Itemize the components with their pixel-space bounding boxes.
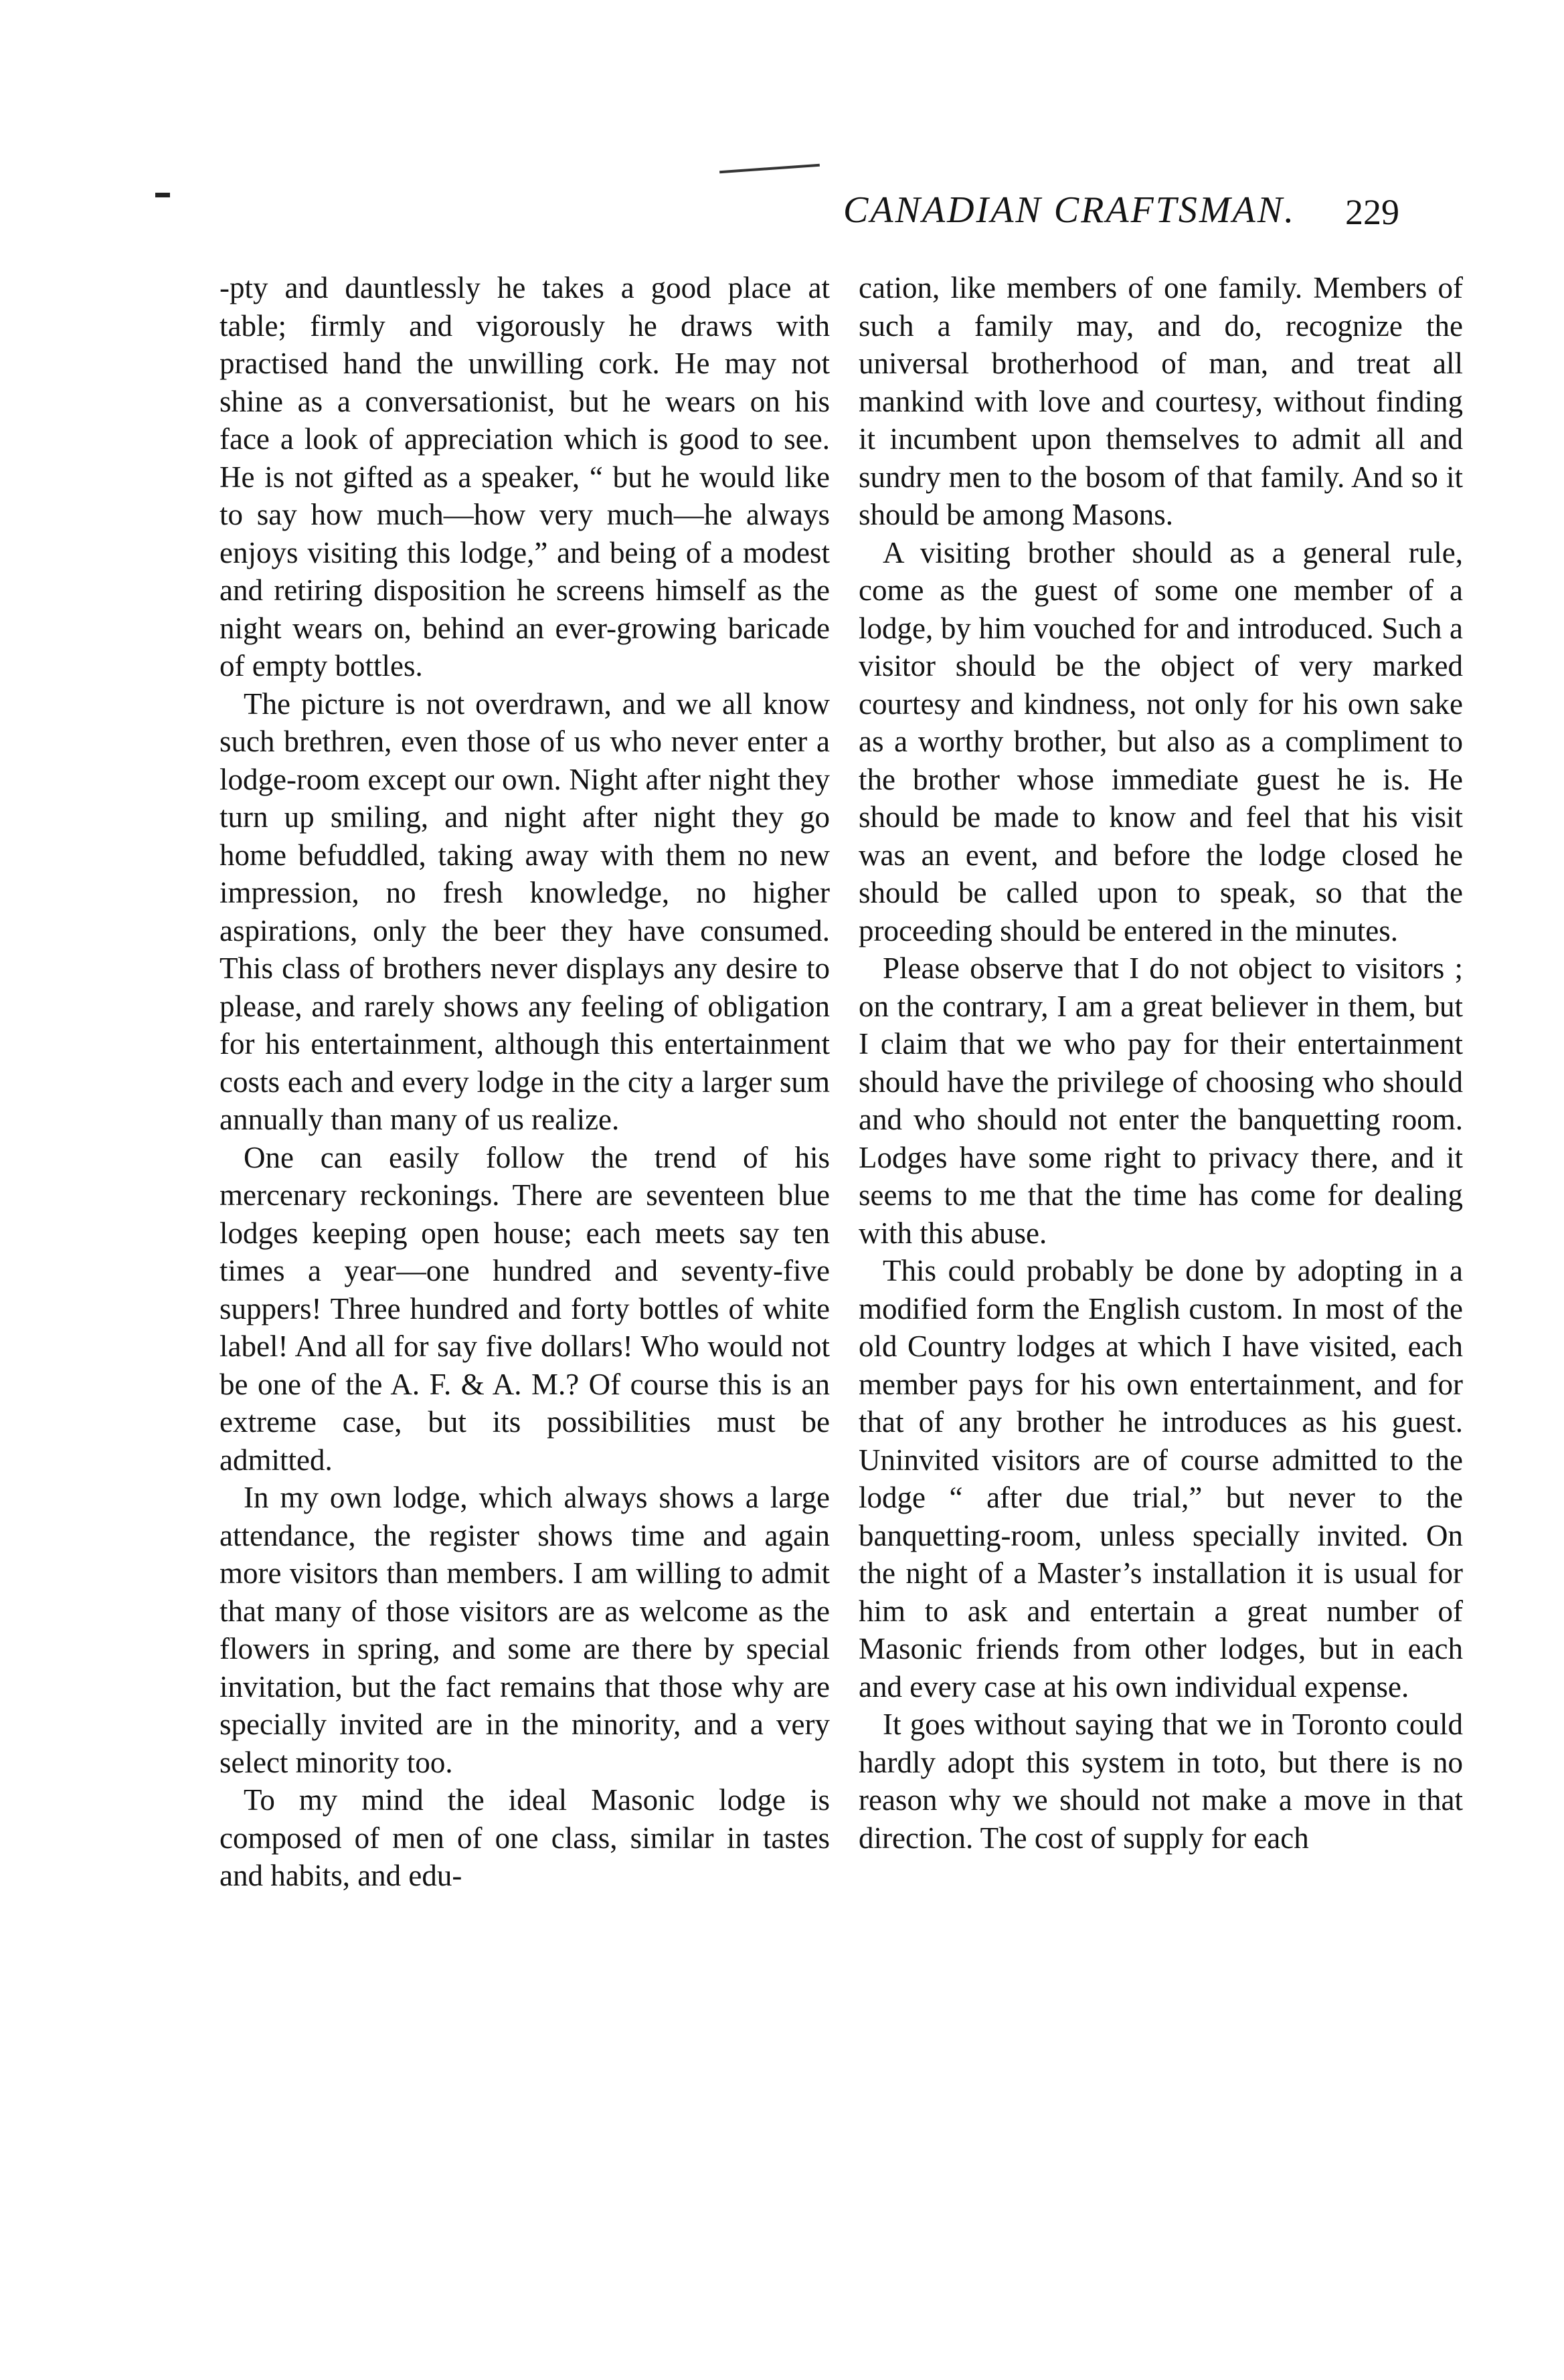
left-column <box>220 269 830 1895</box>
paragraph: A visiting brother should as a general rule, come as the guest of some one member of a lodge, by him vouched for and introduced. Such a visitor should be the object of very marked courtesy and kindness, not only for his own sake as a worthy brother, but also as a compliment to the brother whose immediate guest he is. He should be made to know and feel that his visit was an event, and before the lodge closed he should be called upon to speak, so that the proceeding should be entered in the minutes. <box>859 535 1463 947</box>
paragraph: This could probably be done by adopting in a modified form the English custom. In most of the old Country lodges at which I have visited, each member pays for his own entertainment, and for that of any brother he introduces as his guest. Uninvited visitors are of course admitted to the lodge “ after due trial,” but never to the banquetting-room, unless specially invited. On the night of a Master’s installation it is usual for him to ask and entertain a great number of Masonic friends from other lodges, but in each and every case at his own individual expense. <box>859 1254 1463 1704</box>
header-ornament <box>719 164 820 173</box>
paragraph: One can easily follow the trend of his mercenary reckonings. There are seventeen blue lodges keeping open house; each meets say ten times a year—one hundred and seventy-five suppers! Three hundred and forty bottles of white label! And all for say five dollars! Who would not be one of the A. F. & A. M.? Of course this is an extreme case, but its possibilities must be admitted. <box>220 1140 830 1477</box>
page-number: 229 <box>1345 192 1399 232</box>
running-title: CANADIAN CRAFTSMAN. <box>843 189 1296 231</box>
paragraph: It goes without saying that we in Toronto could hardly adopt this system in toto, but there is no reason why we should not make a move in that direction. The cost of supply for each <box>859 1708 1463 1855</box>
right-column <box>859 269 1463 1857</box>
paragraph: Please observe that I do not object to visitors ; on the contrary, I am a great believer in them, but I claim that we who pay for their entertainment should have the privilege of choosing who should and who should not enter the banquetting room. Lodges have some right to privacy there, and it seems to me that the time has come for dealing with this abuse. <box>859 951 1463 1250</box>
paragraph: To my mind the ideal Masonic lodge is composed of men of one class, similar in tastes and habits, and edu- <box>220 1783 830 1892</box>
paragraph: cation, like members of one family. Members of such a family may, and do, recognize the universal brotherhood of man, and treat all mankind with love and courtesy, without finding it incumbent upon themselves to admit all and sundry men to the bosom of that family. And so it should be among Masons. <box>859 271 1463 531</box>
scan-mark <box>155 193 170 197</box>
paragraph: -pty and dauntlessly he takes a good place at table; firmly and vigorously he draws with practised hand the unwilling cork. He may not shine as a conversationist, but he wears on his face a look of appreciation which is good to see. He is not gifted as a speaker, “ but he would like to say how much—how very much—he always enjoys visiting this lodge,” and being of a modest and retiring disposition he screens himself as the night wears on, behind an ever-growing baricade of empty bottles. <box>220 271 830 682</box>
paragraph: In my own lodge, which always shows a large attendance, the register shows time and again more visitors than members. I am willing to admit that many of those visitors are as welcome as the flowers in spring, and some are there by special invitation, but the fact remains that those why are specially invited are in the minority, and a very select minority too. <box>220 1481 830 1779</box>
paragraph: The picture is not overdrawn, and we all know such brethren, even those of us who never enter a lodge-room except our own. Night after night they turn up smiling, and night after night they go home befuddled, taking away with them no new impression, no fresh knowledge, no higher aspirations, only the beer they have consumed. This class of brothers never displays any desire to please, and rarely shows any feeling of obligation for his entertainment, although this entertainment costs each and every lodge in the city a larger sum annually than many of us realize. <box>220 686 830 1136</box>
